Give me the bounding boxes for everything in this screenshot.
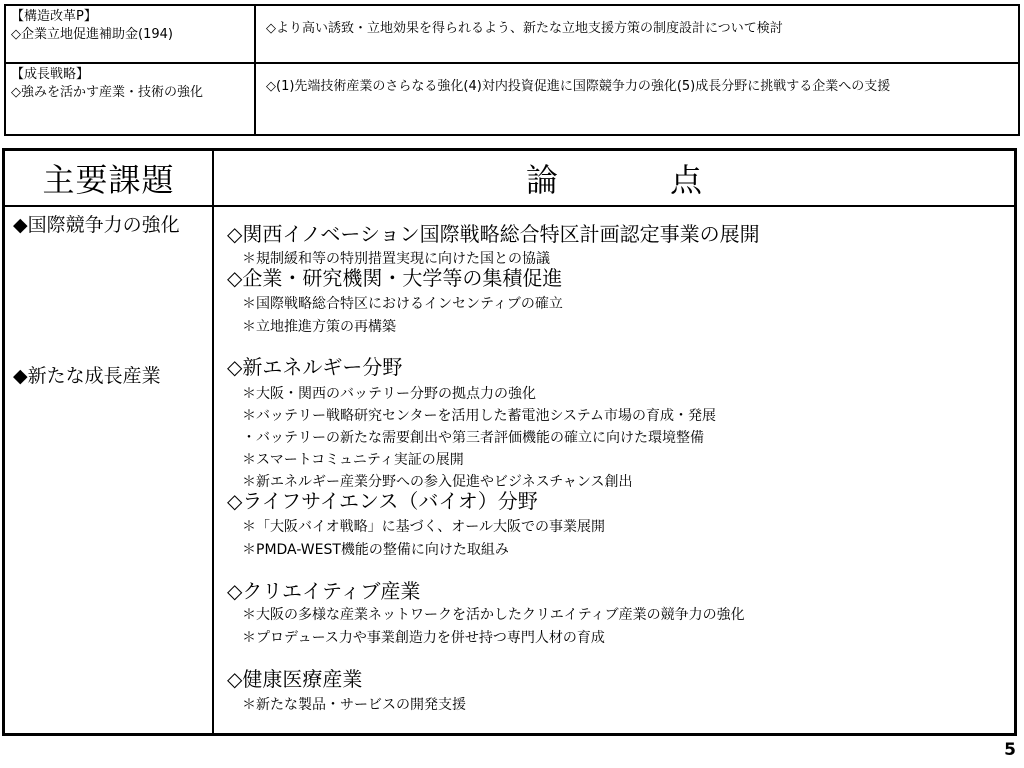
bullet-item: ＊「大阪バイオ戦略」に基づく、オール大阪での事業展開 <box>242 519 606 535</box>
section-title: ◇健康医療産業 <box>227 667 363 691</box>
category-description: ◇(1)先端技術産業のさらなる強化(4)対内投資促進に国際競争力の強化(5)成長分野に挑戦する企業への支援 <box>266 79 891 94</box>
category-item: ◇強みを活かす産業・技術の強化 <box>11 85 203 100</box>
top-right-cell <box>255 63 1019 135</box>
top-summary-table <box>4 4 1020 136</box>
bullet-item: ＊バッテリー戦略研究センターを活用した蓄電池システム市場の育成・発展 <box>242 408 717 424</box>
main-issues-table <box>2 148 1017 736</box>
header-divider <box>5 205 1014 207</box>
column-divider <box>212 151 214 733</box>
left-issue-global-competitiveness: ◆国際競争力の強化 <box>13 214 180 236</box>
section-title: ◇クリエイティブ産業 <box>227 579 421 603</box>
bullet-item: ＊新たな製品・サービスの開発支援 <box>242 697 466 713</box>
bullet-item: ＊大阪・関西のバッテリー分野の拠点力の強化 <box>242 386 536 402</box>
section-title: ◇関西イノベーション国際戦略総合特区計画認定事業の展開 <box>227 222 760 246</box>
category-description: ◇より高い誘致・立地効果を得られるよう、新たな立地支援方策の制度設計について検討 <box>266 21 783 36</box>
section-title: ◇ライフサイエンス（バイオ）分野 <box>227 489 538 513</box>
page-number: 5 <box>1004 740 1016 760</box>
bullet-item: ＊国際戦略総合特区におけるインセンティブの確立 <box>242 296 563 312</box>
category-item: ◇企業立地促進補助金(194) <box>11 27 173 42</box>
table-row <box>5 63 1019 135</box>
header-main-issues: 主要課題 <box>42 161 175 199</box>
bullet-item: ＊規制緩和等の特別措置実現に向けた国との協議 <box>242 251 550 267</box>
category-label: 【構造改革P】 <box>11 9 97 24</box>
bullet-item: ＊新エネルギー産業分野への参入促進やビジネスチャンス創出 <box>242 474 633 490</box>
bullet-item: ＊大阪の多様な産業ネットワークを活かしたクリエイティブ産業の競争力の強化 <box>242 607 745 623</box>
section-title: ◇新エネルギー分野 <box>227 355 403 379</box>
category-label: 【成長戦略】 <box>11 67 90 82</box>
top-left-cell <box>5 63 255 135</box>
section-title: ◇企業・研究機関・大学等の集積促進 <box>227 266 563 290</box>
bullet-item: ＊PMDA-WEST機能の整備に向けた取組み <box>242 542 509 558</box>
left-issue-new-growth-industries: ◆新たな成長産業 <box>13 365 161 387</box>
top-left-cell <box>5 5 255 63</box>
header-discussion-points <box>214 151 1014 205</box>
bullet-item: ＊プロデュース力や事業創造力を併せ持つ専門人材の育成 <box>242 630 605 646</box>
header-discussion-points-text: 論 点 <box>525 161 742 199</box>
top-right-cell <box>255 5 1019 63</box>
bullet-item: ・バッテリーの新たな需要創出や第三者評価機能の確立に向けた環境整備 <box>242 430 704 446</box>
bullet-item: ＊スマートコミュニティ実証の展開 <box>242 452 464 468</box>
bullet-item: ＊立地推進方策の再構築 <box>242 319 396 335</box>
table-row <box>5 5 1019 63</box>
